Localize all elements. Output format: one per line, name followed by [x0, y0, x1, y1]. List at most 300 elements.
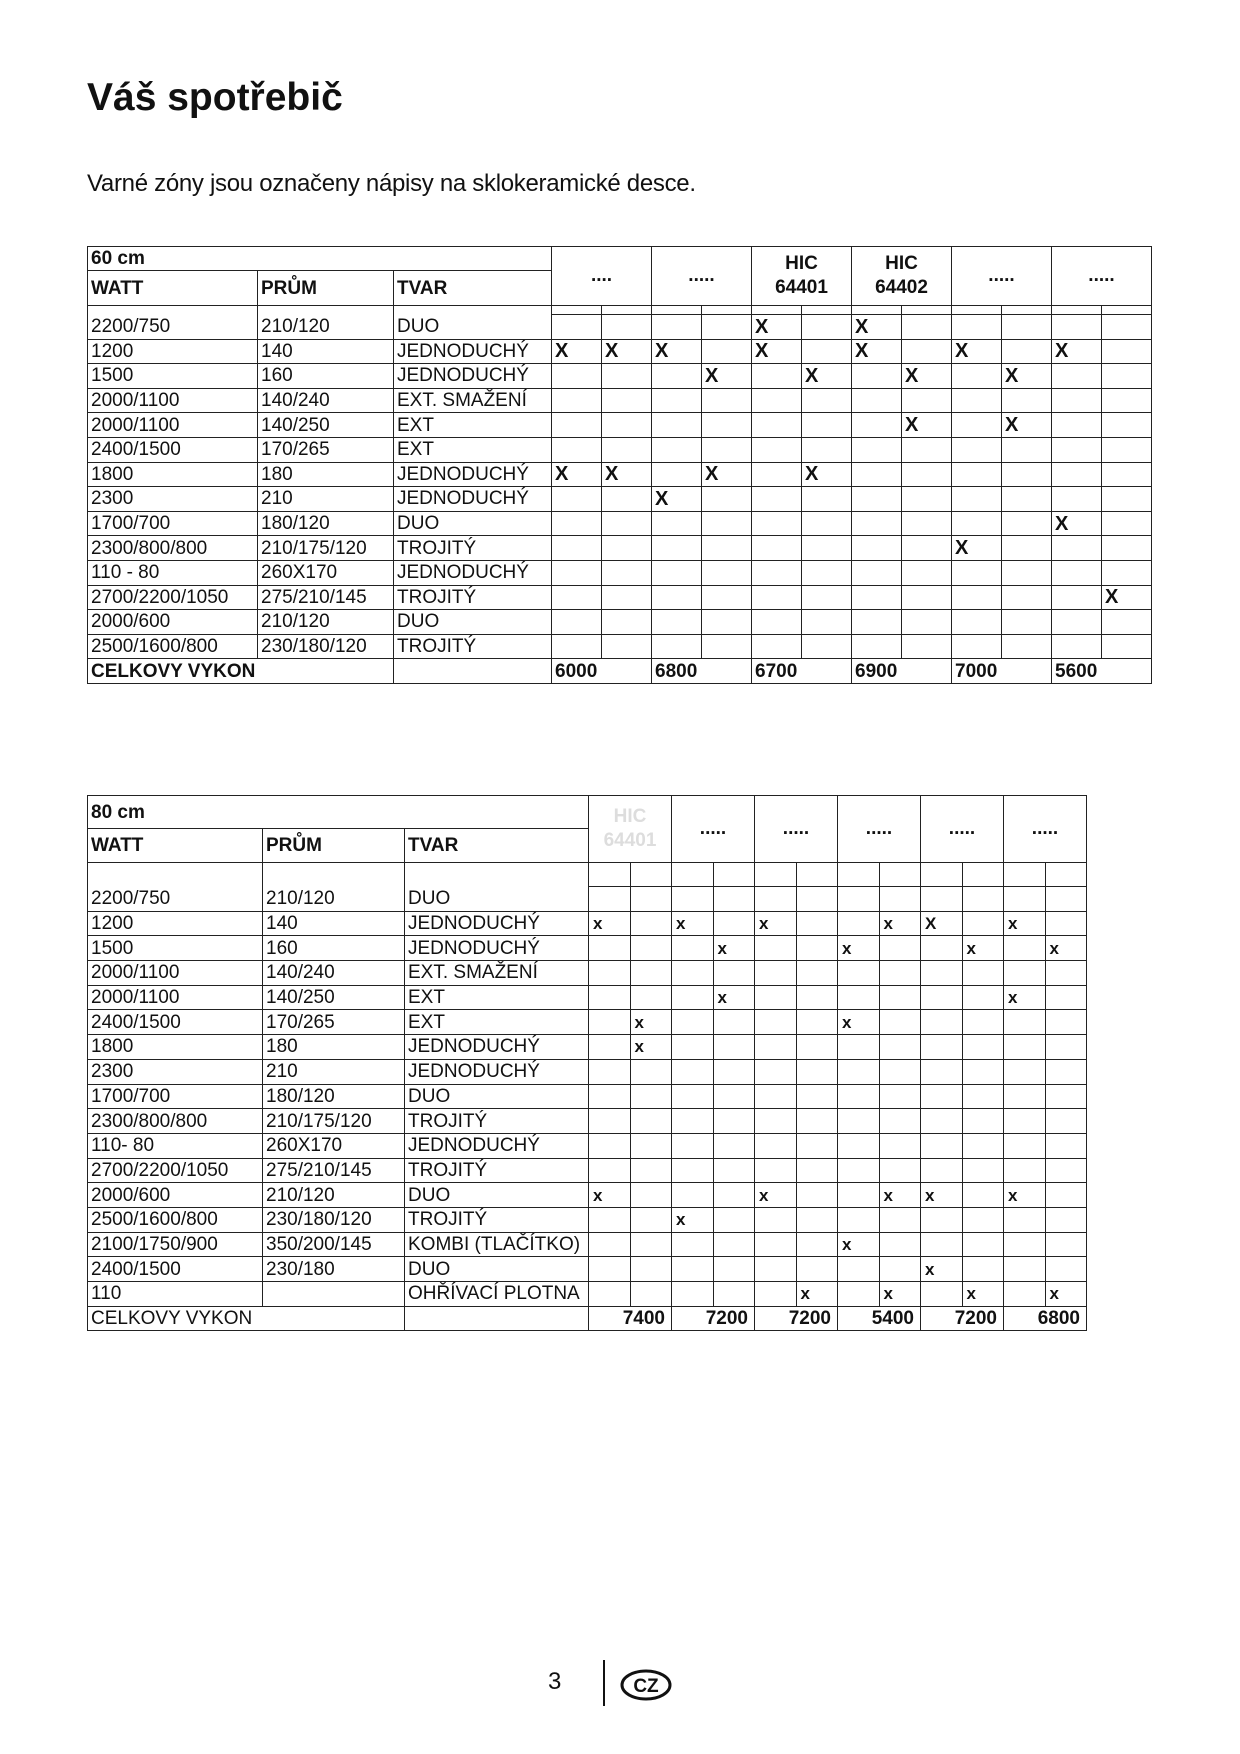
mark-cell — [713, 887, 755, 912]
mark-cell — [902, 511, 952, 536]
mark-cell — [852, 364, 902, 389]
cell-tvar: DUO — [394, 511, 552, 536]
mark-cell — [902, 437, 952, 462]
cell-tvar: EXT — [405, 1010, 589, 1035]
mark-cell — [1102, 315, 1152, 340]
cell-watt: 1800 — [88, 462, 258, 487]
model-header — [1052, 247, 1152, 306]
mark-cell — [589, 1059, 631, 1084]
mark-cell — [552, 634, 602, 659]
mark-cell — [602, 634, 652, 659]
mark-cell — [602, 560, 652, 585]
mark-cell — [902, 462, 952, 487]
mark-cell — [752, 511, 802, 536]
mark-cell — [552, 610, 602, 635]
mark-cell — [796, 1010, 838, 1035]
mark-cell — [630, 1109, 672, 1134]
mark-cell — [796, 1207, 838, 1232]
mark-cell — [879, 1133, 921, 1158]
mark-cell — [879, 936, 921, 961]
cell-watt: 2700/2200/1050 — [88, 585, 258, 610]
mark-cell — [921, 961, 963, 986]
mark-cell — [952, 437, 1002, 462]
mark-cell — [852, 487, 902, 512]
model-header — [852, 247, 952, 306]
cell-tvar: JEDNODUCHÝ — [405, 1133, 589, 1158]
mark-cell — [552, 585, 602, 610]
country-badge — [620, 1669, 672, 1706]
cell-tvar: JEDNODUCHÝ — [394, 560, 552, 585]
mark-cell — [713, 1282, 755, 1307]
cell-prum: 210 — [263, 1059, 405, 1084]
mark-cell: X — [952, 339, 1002, 364]
mark-cell — [952, 462, 1002, 487]
mark-cell — [1052, 388, 1102, 413]
mark-cell — [879, 1257, 921, 1282]
country-code: CZ — [633, 1676, 659, 1697]
mark-cell: X — [752, 339, 802, 364]
mark-cell — [755, 1158, 797, 1183]
mark-cell — [1002, 437, 1052, 462]
mark-cell — [672, 1059, 714, 1084]
mark-cell — [962, 911, 1004, 936]
mark-cell — [962, 985, 1004, 1010]
mark-cell: x — [1004, 911, 1046, 936]
cell-prum: 210/120 — [258, 315, 394, 340]
mark-cell — [672, 887, 714, 912]
mark-cell — [630, 985, 672, 1010]
mark-cell: X — [1052, 511, 1102, 536]
cell-tvar: DUO — [405, 1183, 589, 1208]
mark-cell — [852, 511, 902, 536]
total-empty — [394, 659, 552, 684]
table-row — [88, 315, 1152, 340]
mark-cell — [752, 634, 802, 659]
mark-cell — [952, 364, 1002, 389]
mark-cell — [652, 388, 702, 413]
mark-cell — [921, 887, 963, 912]
total-value: 7200 — [921, 1306, 1004, 1331]
mark-cell — [602, 487, 652, 512]
mark-cell — [672, 1035, 714, 1060]
mark-cell — [879, 1059, 921, 1084]
mark-cell — [589, 1158, 631, 1183]
cell-prum: 140 — [258, 339, 394, 364]
mark-cell — [802, 413, 852, 438]
cell-tvar: EXT. SMAŽENÍ — [394, 388, 552, 413]
mark-cell — [713, 911, 755, 936]
mark-cell — [1102, 536, 1152, 561]
mark-cell — [589, 985, 631, 1010]
mark-cell — [652, 364, 702, 389]
spacer-cell — [394, 306, 552, 315]
table-row — [88, 437, 1152, 462]
cell-prum: 260X170 — [258, 560, 394, 585]
mark-cell — [672, 1158, 714, 1183]
mark-cell: X — [852, 339, 902, 364]
spacer-cell — [88, 863, 263, 887]
mark-cell — [1045, 1084, 1087, 1109]
mark-cell — [1052, 364, 1102, 389]
table-row — [88, 1035, 1087, 1060]
mark-cell — [796, 911, 838, 936]
table-row — [88, 585, 1152, 610]
mark-cell — [630, 1257, 672, 1282]
mark-cell — [1102, 560, 1152, 585]
mark-cell — [755, 1035, 797, 1060]
mark-cell — [630, 1207, 672, 1232]
mark-cell — [796, 1059, 838, 1084]
mark-cell — [1002, 388, 1052, 413]
mark-cell — [852, 585, 902, 610]
mark-cell — [713, 1183, 755, 1208]
mark-cell: X — [921, 911, 963, 936]
cell-watt: 2200/750 — [88, 887, 263, 912]
size-label: 60 cm — [88, 247, 552, 271]
mark-cell — [852, 388, 902, 413]
mark-cell — [1052, 413, 1102, 438]
mark-cell — [755, 1282, 797, 1307]
cell-watt: 1200 — [88, 339, 258, 364]
model-line1: HIC — [885, 253, 918, 274]
mark-cell: x — [630, 1035, 672, 1060]
mark-cell — [602, 315, 652, 340]
mark-cell — [952, 634, 1002, 659]
total-value: 6800 — [1004, 1306, 1087, 1331]
mark-cell — [852, 462, 902, 487]
cell-tvar: EXT — [394, 413, 552, 438]
mark-cell — [1052, 560, 1102, 585]
mark-cell: X — [552, 339, 602, 364]
mark-cell — [1045, 1158, 1087, 1183]
mark-cell — [1002, 487, 1052, 512]
cell-prum: 210/120 — [258, 610, 394, 635]
spacer-cell — [838, 863, 880, 887]
model-header — [952, 247, 1052, 306]
mark-cell — [589, 961, 631, 986]
spacer-cell — [921, 863, 963, 887]
mark-cell: X — [552, 462, 602, 487]
mark-cell — [921, 985, 963, 1010]
mark-cell — [952, 560, 1002, 585]
mark-cell — [1002, 462, 1052, 487]
mark-cell — [630, 1133, 672, 1158]
mark-cell: X — [602, 462, 652, 487]
cell-tvar: DUO — [394, 315, 552, 340]
mark-cell — [755, 961, 797, 986]
cell-watt: 2300 — [88, 1059, 263, 1084]
mark-cell — [879, 1158, 921, 1183]
cell-watt: 2200/750 — [88, 315, 258, 340]
mark-cell — [713, 1084, 755, 1109]
cell-tvar: JEDNODUCHÝ — [405, 1035, 589, 1060]
mark-cell: x — [630, 1010, 672, 1035]
mark-cell — [879, 1109, 921, 1134]
spacer-cell — [630, 863, 672, 887]
mark-cell — [652, 560, 702, 585]
mark-cell — [1052, 462, 1102, 487]
model-header — [838, 796, 921, 863]
spacer-cell — [1002, 306, 1052, 315]
column-header-prum: PRŮM — [258, 271, 394, 306]
mark-cell — [552, 315, 602, 340]
mark-cell: x — [962, 1282, 1004, 1307]
mark-cell — [1052, 610, 1102, 635]
mark-cell — [1052, 437, 1102, 462]
table-row — [88, 487, 1152, 512]
column-header-watt: WATT — [88, 271, 258, 306]
table-row — [88, 364, 1152, 389]
mark-cell — [1045, 1109, 1087, 1134]
mark-cell: x — [962, 936, 1004, 961]
mark-cell — [672, 1010, 714, 1035]
mark-cell — [589, 1035, 631, 1060]
mark-cell: X — [802, 462, 852, 487]
mark-cell — [902, 388, 952, 413]
mark-cell — [1052, 536, 1102, 561]
cell-prum: 170/265 — [263, 1010, 405, 1035]
model-line1: ..... — [1088, 265, 1115, 286]
cell-tvar: KOMBI (TLAČÍTKO) — [405, 1232, 589, 1257]
mark-cell — [1102, 339, 1152, 364]
mark-cell — [952, 413, 1002, 438]
mark-cell — [713, 1010, 755, 1035]
mark-cell: X — [852, 315, 902, 340]
mark-cell — [652, 585, 702, 610]
mark-cell — [752, 610, 802, 635]
cell-watt: 2400/1500 — [88, 437, 258, 462]
page-title: Váš spotřebič — [87, 76, 343, 119]
mark-cell — [652, 437, 702, 462]
mark-cell — [672, 985, 714, 1010]
mark-cell — [755, 1257, 797, 1282]
mark-cell — [852, 560, 902, 585]
mark-cell — [921, 1158, 963, 1183]
mark-cell — [672, 1133, 714, 1158]
mark-cell — [1102, 462, 1152, 487]
mark-cell: X — [652, 339, 702, 364]
mark-cell — [1052, 315, 1102, 340]
total-value: 7200 — [672, 1306, 755, 1331]
cell-tvar: EXT — [394, 437, 552, 462]
mark-cell — [755, 985, 797, 1010]
model-header — [672, 796, 755, 863]
model-line1: ..... — [699, 818, 727, 839]
cell-tvar: EXT. SMAŽENÍ — [405, 961, 589, 986]
cell-tvar: TROJITÝ — [394, 634, 552, 659]
mark-cell — [1102, 437, 1152, 462]
cell-watt: 110 — [88, 1282, 263, 1307]
cell-watt: 2000/600 — [88, 610, 258, 635]
cell-prum: 230/180 — [263, 1257, 405, 1282]
cell-watt: 2400/1500 — [88, 1257, 263, 1282]
mark-cell — [589, 1232, 631, 1257]
mark-cell — [1052, 487, 1102, 512]
mark-cell — [802, 388, 852, 413]
mark-cell: x — [589, 911, 631, 936]
model-line1: .... — [590, 265, 613, 286]
mark-cell — [752, 536, 802, 561]
mark-cell — [921, 1059, 963, 1084]
mark-cell — [552, 536, 602, 561]
cell-prum: 210/120 — [263, 887, 405, 912]
spacer-cell — [962, 863, 1004, 887]
table-row — [88, 1109, 1087, 1134]
mark-cell — [838, 1207, 880, 1232]
cell-tvar: TROJITÝ — [405, 1109, 589, 1134]
model-header — [1004, 796, 1087, 863]
mark-cell — [752, 413, 802, 438]
cell-watt: 1700/700 — [88, 1084, 263, 1109]
mark-cell — [802, 511, 852, 536]
spacer-cell — [263, 863, 405, 887]
mark-cell — [1045, 1133, 1087, 1158]
mark-cell — [755, 1109, 797, 1134]
mark-cell — [902, 560, 952, 585]
mark-cell — [962, 1183, 1004, 1208]
country-oval-icon — [620, 1669, 672, 1701]
mark-cell: x — [755, 911, 797, 936]
mark-cell — [755, 1084, 797, 1109]
mark-cell: X — [602, 339, 652, 364]
mark-cell — [838, 1183, 880, 1208]
mark-cell — [713, 961, 755, 986]
mark-cell: x — [713, 936, 755, 961]
mark-cell — [838, 1109, 880, 1134]
mark-cell — [796, 1183, 838, 1208]
mark-cell — [630, 1084, 672, 1109]
mark-cell — [852, 437, 902, 462]
mark-cell — [1002, 536, 1052, 561]
mark-cell — [589, 1010, 631, 1035]
mark-cell — [879, 1035, 921, 1060]
table-row — [88, 413, 1152, 438]
size-label: 80 cm — [88, 796, 589, 829]
mark-cell — [602, 511, 652, 536]
mark-cell: X — [1052, 339, 1102, 364]
mark-cell — [921, 1207, 963, 1232]
cell-prum — [263, 1282, 405, 1307]
mark-cell — [630, 1232, 672, 1257]
spacer-cell — [802, 306, 852, 315]
mark-cell — [1102, 364, 1152, 389]
cell-prum: 210/175/120 — [263, 1109, 405, 1134]
cell-tvar: JEDNODUCHÝ — [405, 936, 589, 961]
mark-cell — [702, 610, 752, 635]
mark-cell — [962, 1010, 1004, 1035]
cell-prum: 210/120 — [263, 1183, 405, 1208]
mark-cell: X — [902, 364, 952, 389]
mark-cell — [752, 585, 802, 610]
model-header — [652, 247, 752, 306]
cell-tvar: EXT — [405, 985, 589, 1010]
mark-cell — [796, 1109, 838, 1134]
mark-cell — [552, 364, 602, 389]
mark-cell — [879, 1084, 921, 1109]
mark-cell — [962, 1257, 1004, 1282]
total-value: 7400 — [589, 1306, 672, 1331]
mark-cell — [838, 985, 880, 1010]
mark-cell — [921, 1084, 963, 1109]
cell-tvar: TROJITÝ — [405, 1158, 589, 1183]
model-line1: ..... — [1031, 818, 1059, 839]
mark-cell — [1002, 511, 1052, 536]
mark-cell — [879, 985, 921, 1010]
table-row — [88, 887, 1087, 912]
table-row — [88, 560, 1152, 585]
mark-cell — [589, 1084, 631, 1109]
cell-prum: 180 — [258, 462, 394, 487]
table-row — [88, 1183, 1087, 1208]
mark-cell — [1045, 1257, 1087, 1282]
mark-cell — [962, 1232, 1004, 1257]
mark-cell — [1052, 585, 1102, 610]
total-value: 6900 — [852, 659, 952, 684]
mark-cell — [962, 961, 1004, 986]
table-row — [88, 536, 1152, 561]
mark-cell — [713, 1059, 755, 1084]
mark-cell — [921, 1010, 963, 1035]
mark-cell — [902, 487, 952, 512]
model-line1: ..... — [988, 265, 1015, 286]
model-line1: ..... — [688, 265, 715, 286]
cell-tvar: DUO — [405, 887, 589, 912]
table-row — [88, 1207, 1087, 1232]
mark-cell: x — [1004, 985, 1046, 1010]
spacer-cell — [1052, 306, 1102, 315]
cell-tvar: JEDNODUCHÝ — [394, 487, 552, 512]
mark-cell — [755, 1059, 797, 1084]
cell-tvar: DUO — [394, 610, 552, 635]
mark-cell — [1004, 1158, 1046, 1183]
cell-prum: 140/240 — [258, 388, 394, 413]
mark-cell — [602, 413, 652, 438]
total-label: CELKOVY VYKON — [88, 1306, 405, 1331]
mark-cell — [796, 1257, 838, 1282]
mark-cell: x — [921, 1257, 963, 1282]
mark-cell — [1002, 315, 1052, 340]
mark-cell — [902, 585, 952, 610]
table-row — [88, 339, 1152, 364]
mark-cell — [921, 936, 963, 961]
mark-cell — [1045, 887, 1087, 912]
cell-prum: 180 — [263, 1035, 405, 1060]
total-value: 6000 — [552, 659, 652, 684]
mark-cell — [1045, 911, 1087, 936]
mark-cell — [1002, 339, 1052, 364]
mark-cell — [702, 339, 752, 364]
cell-watt: 2100/1750/900 — [88, 1232, 263, 1257]
mark-cell — [752, 560, 802, 585]
mark-cell — [952, 315, 1002, 340]
mark-cell — [962, 1084, 1004, 1109]
mark-cell — [838, 1035, 880, 1060]
mark-cell — [879, 1232, 921, 1257]
model-header — [755, 796, 838, 863]
mark-cell — [802, 610, 852, 635]
mark-cell — [672, 1282, 714, 1307]
total-empty — [405, 1306, 589, 1331]
table-80cm — [87, 795, 1087, 1331]
mark-cell — [796, 887, 838, 912]
total-value: 6800 — [652, 659, 752, 684]
mark-cell — [602, 585, 652, 610]
mark-cell — [1045, 961, 1087, 986]
total-value: 5600 — [1052, 659, 1152, 684]
mark-cell — [902, 634, 952, 659]
mark-cell — [1004, 1282, 1046, 1307]
mark-cell — [802, 315, 852, 340]
